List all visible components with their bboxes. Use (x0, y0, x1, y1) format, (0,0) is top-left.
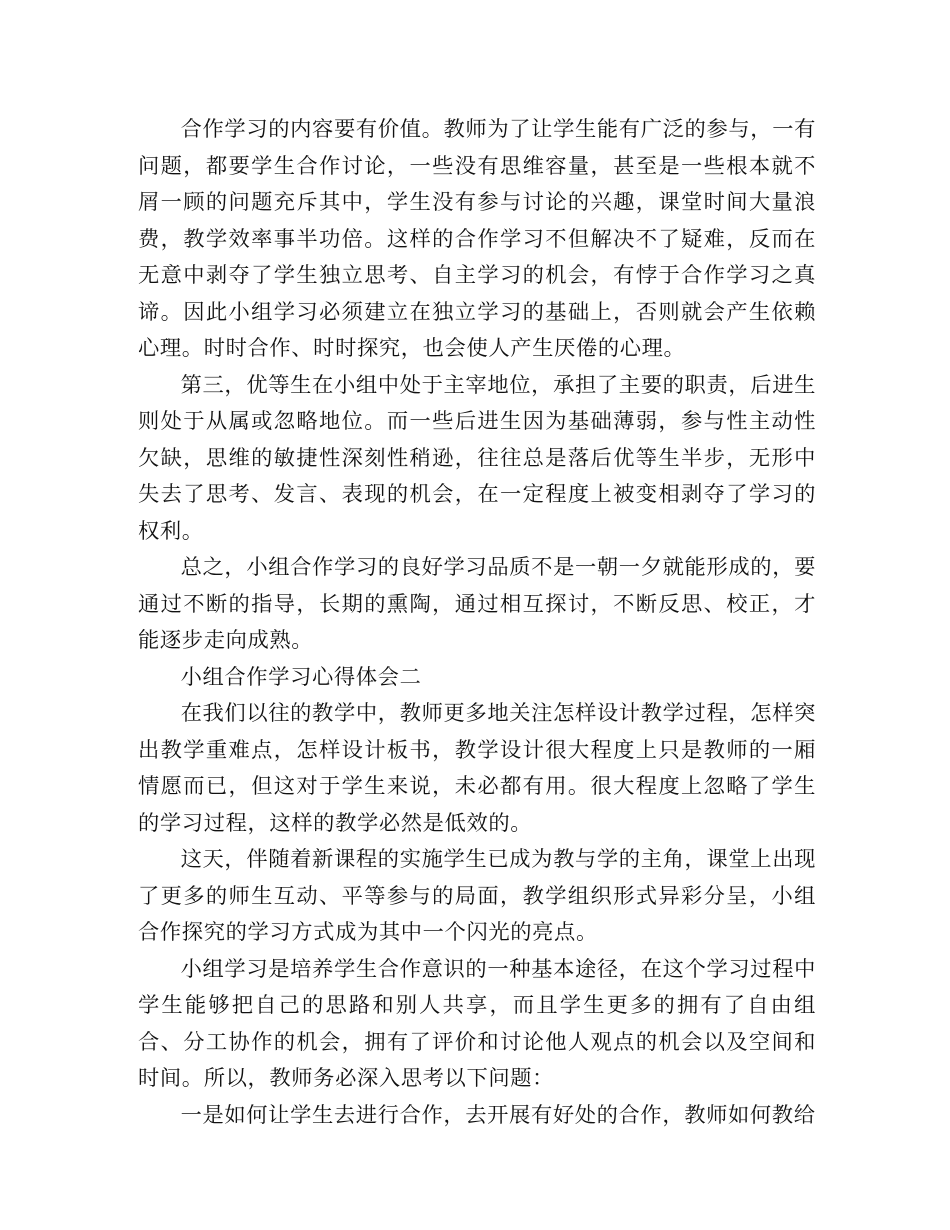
paragraph-value-of-content: 合作学习的内容要有价值。教师为了让学生能有广泛的参与，一有问题，都要学生合作讨论，一些没有思维容量，甚至是一些根本就不屑一顾的问题充斥其中，学生没有参与讨论的兴趣，课堂时间大量浪费，教学效率事半功倍。这样的合作学习不但解决不了疑难，反而在无意中剥夺了学生独立思考、自主学习的机会，有悖于合作学习之真谛。因此小组学习必须建立在独立学习的基础上，否则就会产生依赖心理。时时合作、时时探究，也会使人产生厌倦的心理。 (138, 117, 816, 361)
section-heading: 小组合作学习心得体会二 (180, 664, 422, 690)
paragraph-group-learning: 小组学习是培养学生合作意识的一种基本途径，在这个学习过程中学生能够把自己的思路和别人共享，而且学生更多的拥有了自由组合、分工协作的机会，拥有了评价和讨论他人观点的机会以及空间和时间。所以，教师务必深入思考以下问题： (138, 956, 816, 1091)
paragraph-third-point: 第三，优等生在小组中处于主宰地位，承担了主要的职责，后进生则处于从属或忽略地位。而一些后进生因为基础薄弱，参与性主动性欠缺，思维的敏捷性深刻性稍逊，往往总是落后优等生半步，无形中失去了思考、发言、表现的机会，在一定程度上被变相剥夺了学习的权利。 (138, 372, 816, 544)
document-body (138, 112, 816, 1134)
paragraph-conclusion: 总之，小组合作学习的良好学习品质不是一朝一夕就能形成的，要通过不断的指导，长期的熏陶，通过相互探讨，不断反思、校正，才能逐步走向成熟。 (138, 555, 816, 653)
paragraph-new-curriculum: 这天，伴随着新课程的实施学生已成为教与学的主角，课堂上出现了更多的师生互动、平等参与的局面，教学组织形式异彩分呈，小组合作探究的学习方式成为其中一个闪光的亮点。 (138, 847, 816, 945)
paragraph-past-teaching: 在我们以往的教学中，教师更多地关注怎样设计教学过程，怎样突出教学重难点，怎样设计板书，教学设计很大程度上只是教师的一厢情愿而已，但这对于学生来说，未必都有用。很大程度上忽略了学生的学习过程，这样的教学必然是低效的。 (138, 701, 816, 836)
paragraph-first-question: 一是如何让学生去进行合作，去开展有好处的合作，教师如何教给 (180, 1102, 816, 1128)
